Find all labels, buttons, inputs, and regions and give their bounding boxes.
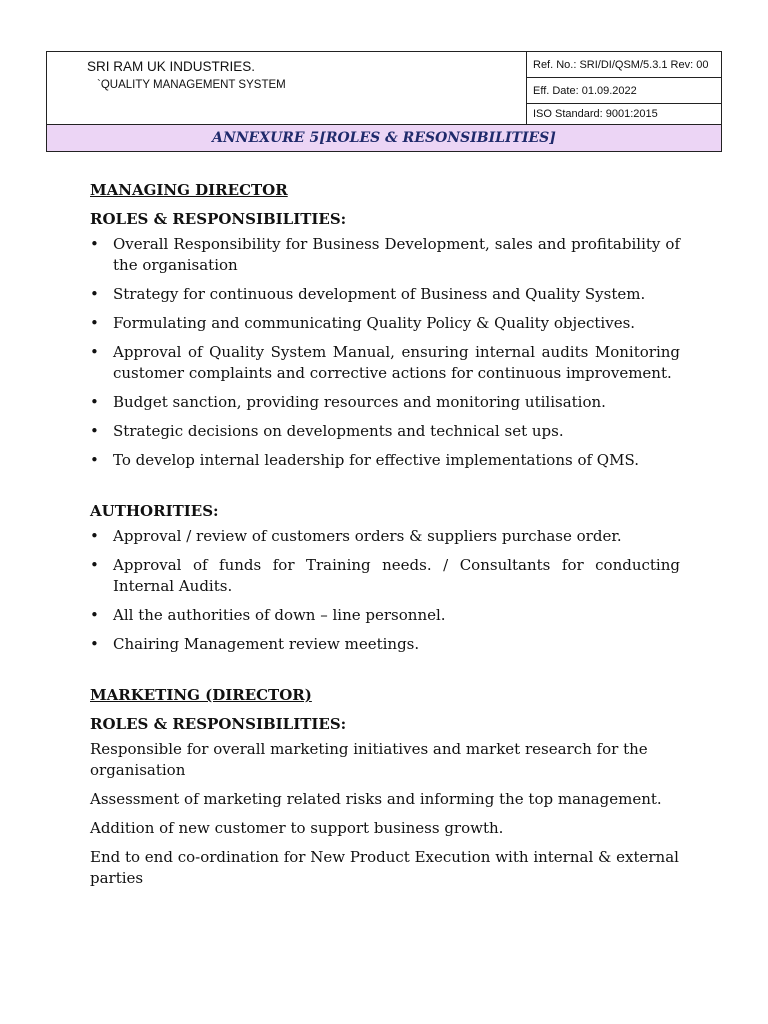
- roles-heading: ROLES & RESPONSIBILITIES:: [90, 715, 347, 733]
- list-item: • Overall Responsibility for Business Development, sales and profitability of the organisation: [90, 234, 680, 276]
- authorities-heading: AUTHORITIES:: [90, 502, 219, 520]
- company-name: SRI RAM UK INDUSTRIES.: [87, 59, 256, 74]
- paragraph: Responsible for overall marketing initiatives and market research for the organisation: [90, 740, 648, 779]
- iso-standard: ISO Standard: 9001:2015: [533, 108, 658, 120]
- section-title-marketing-director: MARKETING (DIRECTOR): [90, 686, 312, 704]
- list-item: • Budget sanction, providing resources and monitoring utilisation.: [90, 392, 680, 413]
- list-item: • All the authorities of down – line personnel.: [90, 605, 680, 626]
- paragraph: Assessment of marketing related risks and informing the top management.: [90, 790, 662, 808]
- list-item: • Formulating and communicating Quality Policy & Quality objectives.: [90, 313, 680, 334]
- roles-heading: ROLES & RESPONSIBILITIES:: [90, 210, 347, 228]
- document-body: [90, 180, 680, 897]
- section-title-managing-director: MANAGING DIRECTOR: [90, 181, 288, 199]
- list-item: • Strategic decisions on developments and technical set ups.: [90, 421, 680, 442]
- list-item: • Approval of Quality System Manual, ensuring internal audits Monitoring customer complaints and corrective actions for continuous improvement.: [90, 342, 680, 384]
- paragraph: End to end co-ordination for New Product Execution with internal & external parties: [90, 848, 679, 887]
- paragraph: Addition of new customer to support business growth.: [90, 819, 504, 837]
- ref-number: Ref. No.: SRI/DI/QSM/5.3.1 Rev: 00: [527, 52, 721, 78]
- list-item: • Chairing Management review meetings.: [90, 634, 680, 655]
- annexure-title: ANNEXURE 5[ROLES & RESONSIBILITIES]: [47, 124, 721, 151]
- list-item: • Approval of funds for Training needs. / Consultants for conducting Internal Audits.: [90, 555, 680, 597]
- document-header-table: [46, 51, 722, 152]
- md-authorities-list: [90, 526, 680, 655]
- list-item: • Approval / review of customers orders & suppliers purchase order.: [90, 526, 680, 547]
- md-roles-list: [90, 234, 680, 471]
- list-item: • Strategy for continuous development of Business and Quality System.: [90, 284, 680, 305]
- company-cell: [47, 52, 527, 124]
- effective-date: Eff. Date: 01.09.2022: [527, 78, 721, 104]
- list-item: • To develop internal leadership for effective implementations of QMS.: [90, 450, 680, 471]
- system-name: `QUALITY MANAGEMENT SYSTEM: [97, 79, 286, 91]
